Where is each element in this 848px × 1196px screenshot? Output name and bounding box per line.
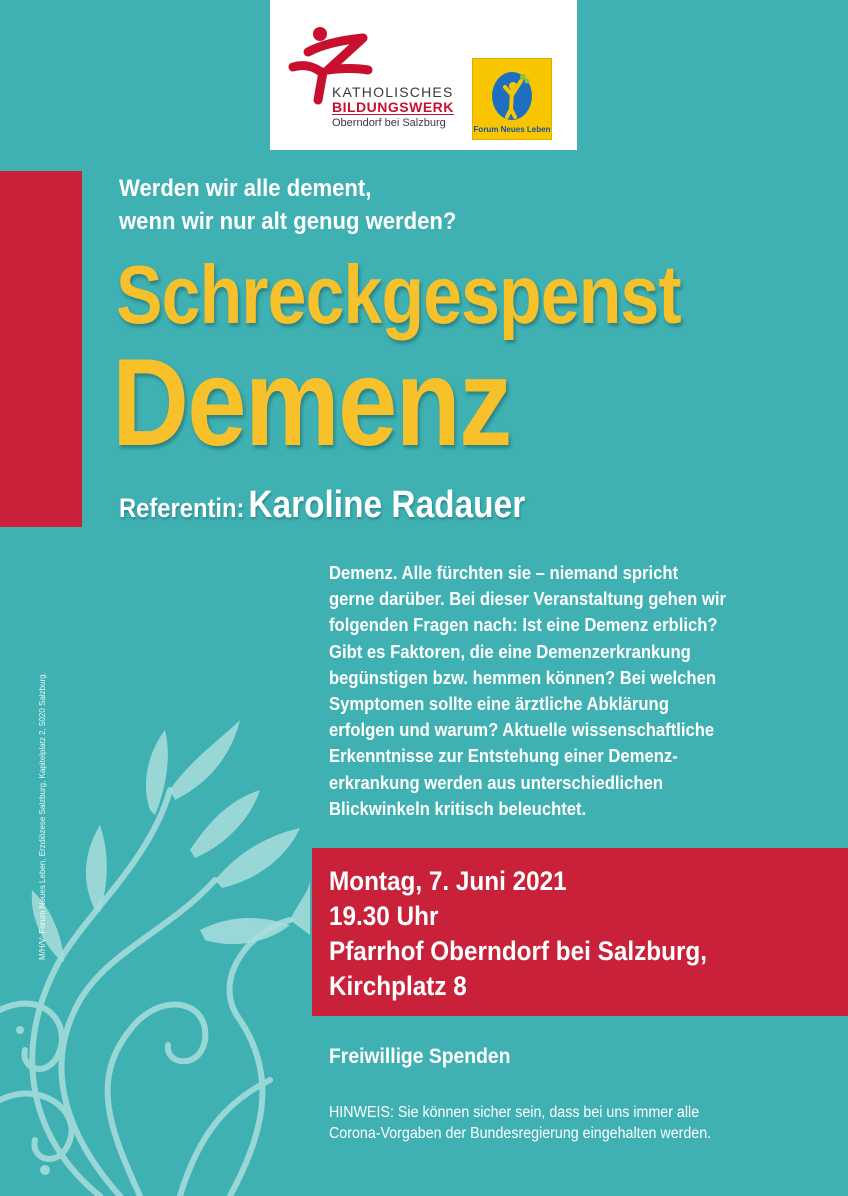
- description-line: gerne darüber. Bei dieser Veranstaltung gehen wir: [329, 588, 726, 610]
- description-line: begünstigen bzw. hemmen können? Bei welchen: [329, 666, 717, 688]
- description-line: erkrankung werden aus unterschiedlichen: [329, 771, 664, 793]
- description-line: folgenden Fragen nach: Ist eine Demenz erblich?: [329, 614, 718, 636]
- question-line2: wenn wir nur alt genug werden?: [119, 208, 457, 235]
- speaker-name: Karoline Radauer: [248, 484, 526, 526]
- kbw-name-line2: BILDUNGSWERK: [332, 98, 454, 115]
- kbw-wordmark: [332, 85, 454, 130]
- hint-line2: Corona-Vorgaben der Bundesregierung eingehalten werden.: [329, 1125, 712, 1142]
- event-time: 19.30 Uhr: [329, 901, 439, 931]
- headline-question: [119, 172, 456, 238]
- description-line: Gibt es Faktoren, die eine Demenzerkrankung: [329, 640, 691, 662]
- forum-figure-icon: [487, 69, 537, 121]
- description-line: Erkenntnisse zur Entstehung einer Demenz-: [329, 745, 678, 767]
- title-line2: Demenz: [112, 334, 511, 472]
- imprint: M/H/V: Forum Neues Leben, Erzdiözese Salzburg, Kapitelplatz 2, 5020 Salzburg.: [38, 672, 47, 960]
- corona-hint: [329, 1102, 711, 1144]
- speaker-label: Referentin:: [119, 493, 245, 523]
- event-details: [312, 848, 848, 1016]
- description-line: Symptomen sollte eine ärztliche Abklärung: [329, 693, 669, 715]
- kbw-name-line1: KATHOLISCHES: [332, 84, 454, 100]
- event-date: Montag, 7. Juni 2021: [329, 866, 567, 896]
- hint-line1: HINWEIS: Sie können sicher sein, dass bei uns immer alle: [329, 1104, 700, 1121]
- question-line1: Werden wir alle dement,: [119, 175, 372, 202]
- description: [329, 560, 779, 822]
- title-line1: Schreckgespenst: [116, 248, 681, 341]
- event-text: [329, 864, 707, 1004]
- description-line: erfolgen und warum? Aktuelle wissenschaftliche: [329, 719, 715, 741]
- event-place: Pfarrhof Oberndorf bei Salzburg,: [329, 936, 708, 966]
- kbw-location: Oberndorf bei Salzburg: [332, 117, 446, 130]
- description-line: Blickwinkeln kritisch beleuchtet.: [329, 797, 587, 819]
- red-accent-bar: [0, 171, 82, 527]
- forum-neues-leben-logo: [472, 58, 552, 140]
- speaker: [119, 484, 525, 527]
- event-address: Kirchplatz 8: [329, 971, 467, 1001]
- logo-panel: [270, 0, 577, 150]
- description-line: Demenz. Alle fürchten sie – niemand spricht: [329, 562, 679, 583]
- forum-label: Forum Neues Leben: [473, 125, 551, 134]
- donation-note: Freiwillige Spenden: [329, 1045, 511, 1068]
